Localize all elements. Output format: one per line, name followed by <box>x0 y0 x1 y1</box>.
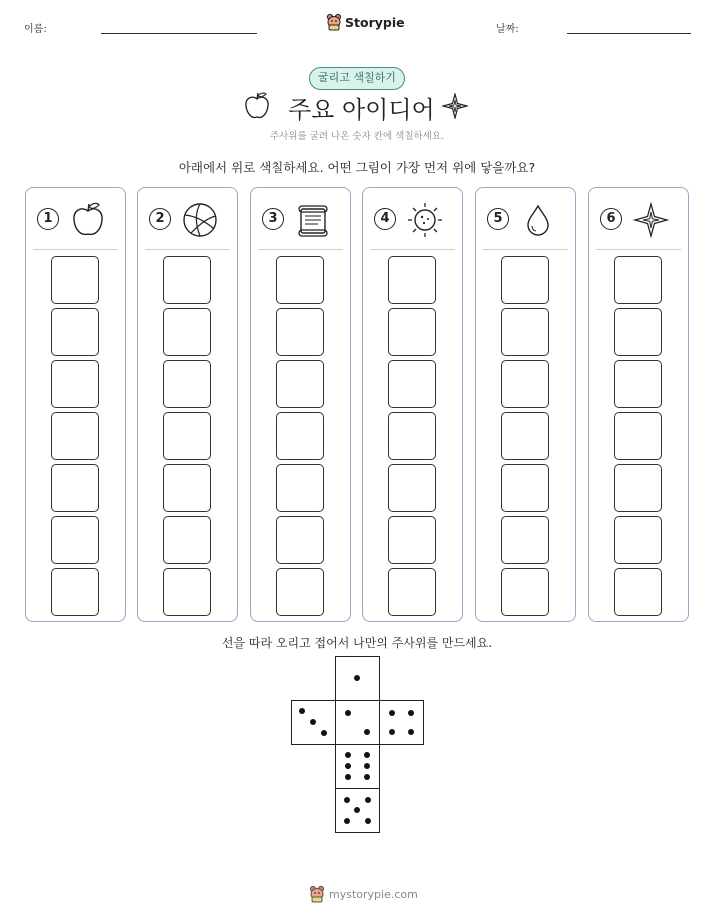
storypie-logo <box>326 13 405 31</box>
color-cell[interactable] <box>388 308 436 356</box>
name-label: 이름: <box>24 24 47 35</box>
column-header <box>363 188 462 250</box>
dice-instruction: 선을 따라 오리고 접어서 나만의 주사위를 만드세요. <box>221 636 493 650</box>
color-cell[interactable] <box>163 256 211 304</box>
column-number: 4 <box>374 208 396 230</box>
race-column-6 <box>588 187 689 622</box>
color-cell[interactable] <box>163 308 211 356</box>
sparkle-icon <box>632 201 670 239</box>
color-cell[interactable] <box>276 464 324 512</box>
dice-face-1 <box>335 656 380 701</box>
color-cell[interactable] <box>163 568 211 616</box>
pip <box>344 797 350 803</box>
color-cell[interactable] <box>388 360 436 408</box>
color-cell[interactable] <box>614 568 662 616</box>
header-divider <box>596 249 681 250</box>
race-column-2 <box>137 187 238 622</box>
volleyball-icon <box>181 201 219 239</box>
color-cell[interactable] <box>51 568 99 616</box>
column-number: 5 <box>487 208 509 230</box>
column-header <box>26 188 125 250</box>
color-cell[interactable] <box>614 412 662 460</box>
color-cell[interactable] <box>163 412 211 460</box>
column-header <box>589 188 688 250</box>
color-cell[interactable] <box>614 308 662 356</box>
dice-face-6 <box>335 744 380 789</box>
color-cell[interactable] <box>501 412 549 460</box>
color-cell[interactable] <box>501 464 549 512</box>
date-label: 날짜: <box>496 24 519 35</box>
race-column-4 <box>362 187 463 622</box>
header-divider <box>33 249 118 250</box>
color-cell[interactable] <box>51 360 99 408</box>
color-cell[interactable] <box>163 516 211 564</box>
color-cell[interactable] <box>501 308 549 356</box>
pip <box>354 675 360 681</box>
color-cell[interactable] <box>614 464 662 512</box>
race-column-5 <box>475 187 576 622</box>
color-cell[interactable] <box>276 412 324 460</box>
pip <box>345 710 351 716</box>
instruction-text: 아래에서 위로 색칠하세요. 어떤 그림이 가장 먼저 위에 닿을까요? <box>178 160 536 175</box>
water-drop-icon <box>519 201 557 239</box>
pip <box>364 774 370 780</box>
dice-face-4 <box>379 700 424 745</box>
column-header <box>251 188 350 250</box>
activity-tag: 굴리고 색칠하기 <box>309 67 405 90</box>
color-cell[interactable] <box>276 256 324 304</box>
pip <box>344 818 350 824</box>
pip <box>345 774 351 780</box>
color-cell[interactable] <box>51 308 99 356</box>
apple-icon <box>243 91 271 121</box>
column-header <box>476 188 575 250</box>
color-cell[interactable] <box>51 256 99 304</box>
logo-text: Storypie <box>345 14 405 30</box>
pip <box>364 763 370 769</box>
pip <box>354 807 360 813</box>
column-number: 6 <box>600 208 622 230</box>
color-cell[interactable] <box>501 360 549 408</box>
header-divider <box>370 249 455 250</box>
name-line <box>101 33 257 34</box>
color-cell[interactable] <box>388 516 436 564</box>
column-number: 2 <box>149 208 171 230</box>
column-number: 3 <box>262 208 284 230</box>
color-cell[interactable] <box>501 256 549 304</box>
pip <box>299 708 305 714</box>
color-cell[interactable] <box>276 568 324 616</box>
page-title: 주요 아이디어 <box>288 96 435 124</box>
pip <box>365 818 371 824</box>
color-cell[interactable] <box>276 516 324 564</box>
color-cell[interactable] <box>51 464 99 512</box>
pip <box>389 710 395 716</box>
color-cell[interactable] <box>276 308 324 356</box>
color-cell[interactable] <box>388 256 436 304</box>
pip <box>408 729 414 735</box>
color-cell[interactable] <box>388 568 436 616</box>
color-cell[interactable] <box>276 360 324 408</box>
footer <box>309 885 418 903</box>
date-line <box>567 33 691 34</box>
sun-icon <box>406 201 444 239</box>
pip <box>408 710 414 716</box>
pip <box>321 730 327 736</box>
column-header <box>138 188 237 250</box>
header-divider <box>258 249 343 250</box>
color-cell[interactable] <box>614 256 662 304</box>
race-column-1 <box>25 187 126 622</box>
header-divider <box>483 249 568 250</box>
sparkle-icon <box>442 93 468 119</box>
color-cell[interactable] <box>501 516 549 564</box>
dice-face-2 <box>335 700 380 745</box>
color-cell[interactable] <box>51 516 99 564</box>
color-cell[interactable] <box>614 516 662 564</box>
pip <box>345 752 351 758</box>
color-cell[interactable] <box>51 412 99 460</box>
pip <box>365 797 371 803</box>
bear-icon <box>309 885 325 903</box>
pip <box>364 729 370 735</box>
color-cell[interactable] <box>388 412 436 460</box>
dice-face-5 <box>335 788 380 833</box>
color-cell[interactable] <box>614 360 662 408</box>
race-column-3 <box>250 187 351 622</box>
subtitle: 주사위를 굴려 나온 숫자 칸에 색칠하세요. <box>269 131 445 142</box>
dice-face-3 <box>291 700 336 745</box>
pip <box>310 719 316 725</box>
scroll-icon <box>294 201 332 239</box>
color-cell[interactable] <box>388 464 436 512</box>
pip <box>389 729 395 735</box>
pip <box>364 752 370 758</box>
color-cell[interactable] <box>501 568 549 616</box>
color-cell[interactable] <box>163 464 211 512</box>
color-cell[interactable] <box>163 360 211 408</box>
column-number: 1 <box>37 208 59 230</box>
bear-icon <box>326 13 342 31</box>
pip <box>345 763 351 769</box>
apple-icon <box>69 201 107 239</box>
header-divider <box>145 249 230 250</box>
footer-url[interactable]: mystorypie.com <box>329 887 418 901</box>
